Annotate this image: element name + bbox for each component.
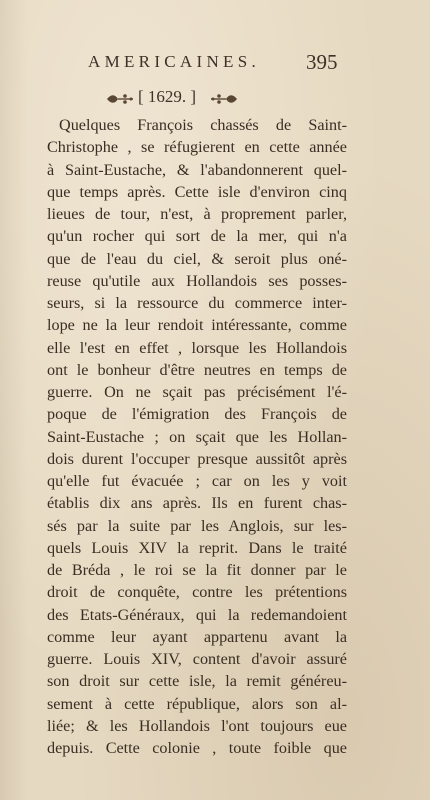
text-line: reuse qu'utile aux Hollandois ses posses- — [47, 271, 347, 290]
text-line: établis dix ans après. Ils en furent chas- — [47, 494, 347, 513]
page-header — [0, 52, 430, 76]
text-line: poque de l'émigration des François de — [47, 405, 347, 424]
text-line: des Etats-Généraux, qui la redemandoient — [47, 605, 347, 624]
text-line: depuis. Cette colonie , toute foible que — [47, 739, 347, 757]
text-line: Quelques François chassés de Saint- — [59, 116, 347, 134]
text-line: droit de conquête, contre les prétentions — [47, 583, 347, 602]
text-line: son droit sur cette isle, la remit généreu- — [47, 672, 347, 691]
text-line: lieues de tour, n'est, à proprement parler, — [47, 205, 347, 223]
text-line: guerre. On ne sçait pas précisément l'é- — [47, 383, 347, 401]
text-line: lope ne la leur rendoit intéressante, comme — [47, 316, 347, 335]
text-line: liée; & les Hollandois l'ont toujours eue — [47, 716, 347, 735]
page-number: 395 — [306, 50, 338, 74]
text-line: ont le bonheur d'être neutres en temps de — [47, 360, 347, 379]
fleuron-icon — [105, 92, 135, 106]
text-line: sés par la suite par les Anglois, sur les- — [47, 516, 347, 535]
text-line: dois durent l'occuper presque aussitôt après — [47, 449, 347, 468]
text-line: seurs, si la ressource du commerce inter- — [47, 294, 347, 312]
text-line: sement à cette république, alors son al- — [47, 694, 347, 713]
text-line: Christophe , se réfugierent en cette année — [47, 138, 347, 157]
fleuron-icon — [209, 92, 239, 106]
text-line: quels Louis XIV la reprit. Dans le traité — [47, 538, 347, 557]
running-head: AMERICAINES. — [88, 52, 261, 71]
text-line: de Bréda , le roi se la fit donner par le — [47, 561, 347, 579]
body-text — [47, 114, 347, 759]
text-line: que de l'eau du ciel, & seroit plus oné- — [47, 249, 347, 268]
text-line: comme leur ayant appartenu avant la — [47, 627, 347, 646]
text-line: qu'un rocher qui sort de la mer, qui n'a — [47, 227, 347, 246]
text-line: à Saint-Eustache, & l'abandonnerent quel- — [47, 160, 347, 179]
text-line: Saint-Eustache ; on sçait que les Hollan- — [47, 427, 347, 446]
date-heading — [0, 88, 430, 110]
text-line: elle l'est en effet , lorsque les Hollandois — [47, 338, 347, 357]
text-line: guerre. Louis XIV, content d'avoir assuré — [47, 650, 347, 668]
text-line: que temps après. Cette isle d'environ cinq — [47, 182, 347, 201]
text-line: qu'elle fut évacuée ; car on les y voit — [47, 472, 347, 490]
year-label: [ 1629. ] — [138, 87, 197, 106]
